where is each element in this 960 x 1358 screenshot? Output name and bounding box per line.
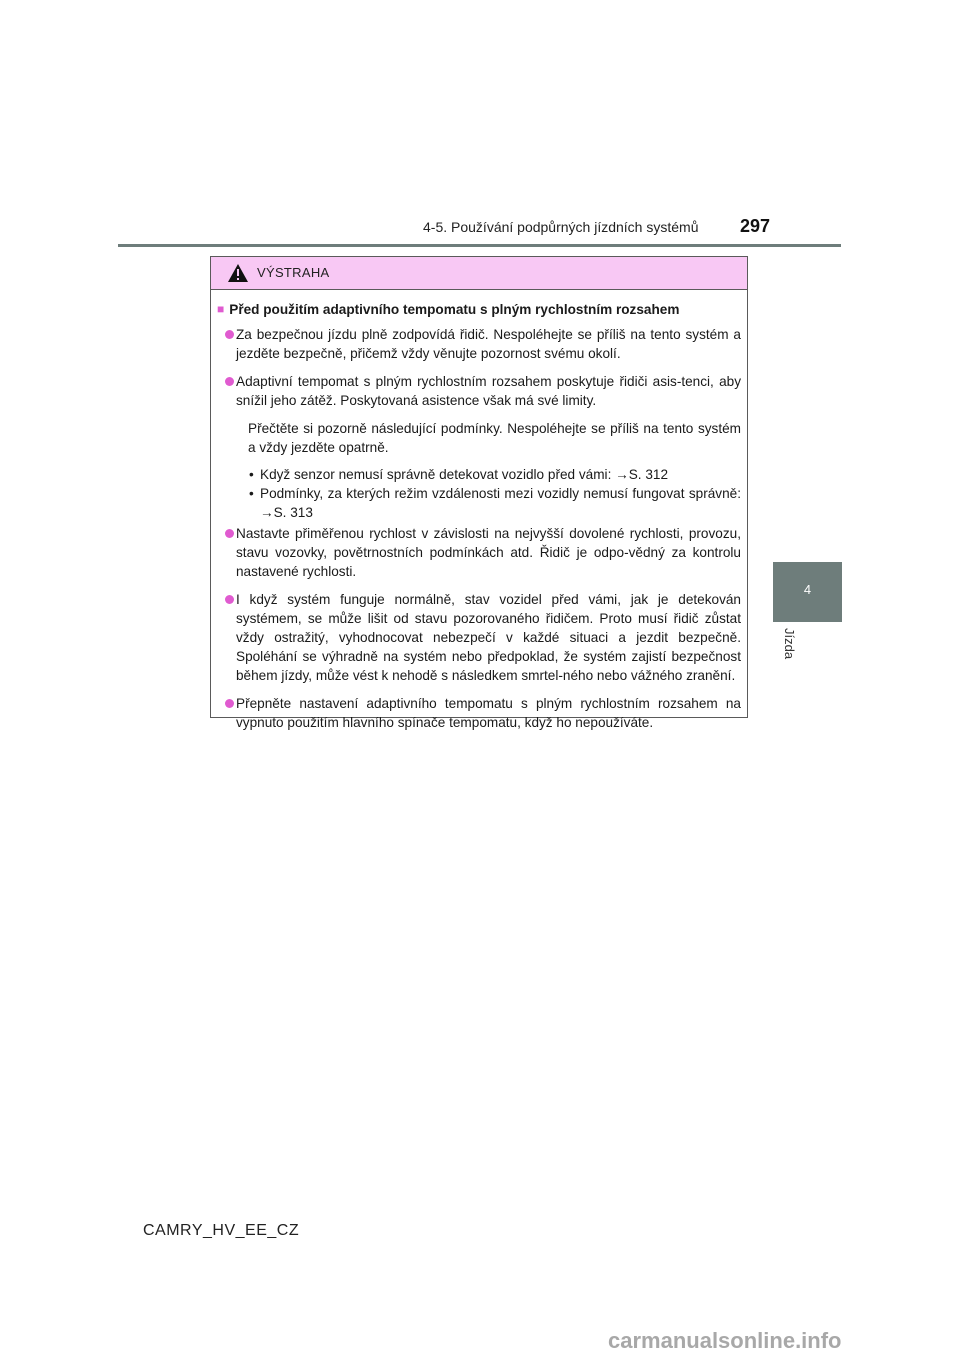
sub-list-item-text: Když senzor nemusí správně detekovat vozidlo před vámi: →S. 312 <box>260 467 669 482</box>
sub-list-item <box>217 465 741 484</box>
sub-bullet-icon: • <box>249 467 254 482</box>
warning-heading <box>217 300 741 319</box>
bullet-dot-icon <box>225 377 234 386</box>
document-code: CAMRY_HV_EE_CZ <box>143 1222 300 1239</box>
list-item <box>217 590 741 685</box>
list-item-text: I když systém funguje normálně, stav vozidel před vámi, jak je detekován systémem, se může lišit od stavu pozorovaného řidičem. Proto musí řidič zůstat vždy ostražitý, vyhodnocovat nebezpečí v každé situaci a jezdit bezpečně. Spoléhání se výhradně na systém nebo předpoklad, že systém zajistí bezpečnost během jízdy, může vést k nehodě s následkem smrtel-ného nebo vážného zranění. <box>236 592 741 683</box>
page-number: 297 <box>740 216 771 236</box>
list-item <box>217 325 741 363</box>
warning-triangle-icon <box>227 263 249 283</box>
bullet-dot-icon <box>225 529 234 538</box>
list-item <box>217 524 741 581</box>
section-title: 4-5. Používání podpůrných jízdních systémů <box>423 219 699 235</box>
warning-box <box>210 256 748 730</box>
warning-header <box>211 257 747 290</box>
warning-body <box>211 290 747 732</box>
warning-title: VÝSTRAHA <box>257 265 330 280</box>
sub-bullet-icon: • <box>249 486 254 501</box>
bullet-dot-icon <box>225 595 234 604</box>
chapter-number: 4 <box>803 582 812 597</box>
watermark: carmanualsonline.info <box>608 1328 842 1353</box>
chapter-label <box>782 628 802 688</box>
square-bullet-icon: ■ <box>217 302 225 316</box>
sub-list-item-text: Podmínky, za kterých režim vzdálenosti mezi vozidly nemusí fungovat správně: →S. 313 <box>260 486 741 520</box>
list-item-text: Přepněte nastavení adaptivního tempomatu s plným rychlostním rozsahem na vypnuto použitím hlavního spínače tempomatu, když ho nepoužíváte. <box>236 696 741 730</box>
list-item-text: Nastavte přiměřenou rychlost v závislosti na nejvyšší dovolené rychlosti, provozu, stavu vozovky, povětrnostních podmínkách atd. Řidič je odpo-vědný za kontrolu nastavené rychlosti. <box>236 526 741 579</box>
list-item <box>217 372 741 410</box>
list-item-text: Adaptivní tempomat s plným rychlostním rozsahem poskytuje řidiči asis-tenci, aby snížil jeho zátěž. Poskytovaná asistence však má své limity. <box>236 374 741 408</box>
list-item-text: Za bezpečnou jízdu plně zodpovídá řidič. Nespoléhejte se příliš na tento systém a jezděte bezpečně, přičemž vždy věnujte pozornost svému okolí. <box>236 327 741 361</box>
list-item <box>217 694 741 732</box>
chapter-label-text: Jízda <box>782 628 797 660</box>
bullet-dot-icon <box>225 330 234 339</box>
warning-heading-text: Před použitím adaptivního tempomatu s plným rychlostním rozsahem <box>229 302 680 317</box>
sub-list-item <box>217 484 741 522</box>
note-paragraph: Přečtěte si pozorně následující podmínky. Nespoléhejte se příliš na tento systém a vždy jezděte opatrně. <box>248 421 741 455</box>
header-divider <box>118 244 841 247</box>
chapter-tab <box>773 562 842 622</box>
bullet-dot-icon <box>225 699 234 708</box>
